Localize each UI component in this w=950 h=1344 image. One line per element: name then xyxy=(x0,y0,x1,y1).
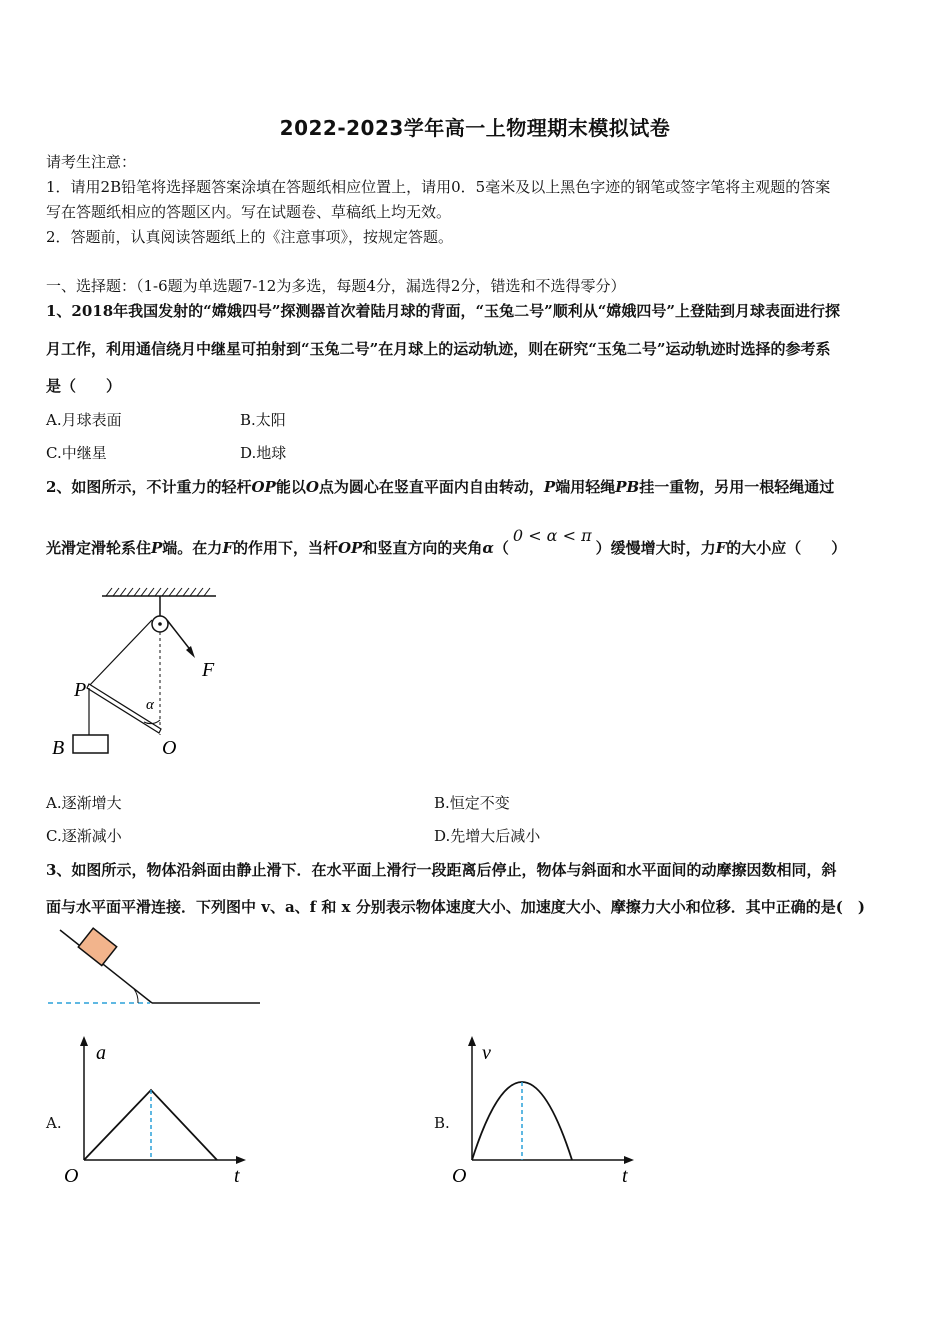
q2-option-d[interactable]: D.先增大后减小 xyxy=(434,827,541,845)
graph-a-y-label: a xyxy=(96,1042,106,1064)
q3-line-1: 3、如图所示，物体沿斜面由静止滑下．在水平面上滑行一段距离后停止，物体与斜面和水平面间的动摩擦因数相同，斜 xyxy=(46,861,837,879)
q2-line-1: 2、如图所示，不计重力的轻杆OP能以O点为圆心在竖直平面内自由转动，P端用轻绳PB挂一重物，另用一根轻绳通过 xyxy=(46,478,835,496)
q2-angle-range: 0 < α < π xyxy=(512,526,592,545)
weight-block-b xyxy=(73,735,108,753)
q1-option-b[interactable]: B.太阳 xyxy=(240,411,286,429)
label-force-f: F xyxy=(202,659,215,681)
q3-graph-a[interactable] xyxy=(60,1030,260,1190)
q3-option-a-label[interactable]: A. xyxy=(46,1114,62,1132)
label-origin-o: O xyxy=(162,737,177,759)
q3-graph-b[interactable] xyxy=(448,1030,648,1190)
graph-a-x-label: t xyxy=(234,1165,240,1187)
q1-line-1: 1、2018年我国发射的“嫦娥四号”探测器首次着陆月球的背面，“玉兔二号”顺利从“嫦娥四号”上登陆到月球表面进行探 xyxy=(46,302,840,320)
q2-line-2: 光滑定滑轮系住P端。在力F的作用下，当杆OP和竖直方向的夹角α（0 < α < π）缓慢增大时，力F的大小应（ ） xyxy=(46,526,847,557)
q1-option-d[interactable]: D.地球 xyxy=(240,444,287,462)
q1-option-a[interactable]: A.月球表面 xyxy=(46,411,122,429)
label-angle-alpha: α xyxy=(146,697,154,713)
q2-pulley-figure xyxy=(40,580,240,760)
q1-line-3: 是（ ） xyxy=(46,377,122,395)
label-block-b: B xyxy=(52,737,65,759)
q3-line-2: 面与水平面平滑连接．下列图中 v、a、f 和 x 分别表示物体速度大小、加速度大小、摩擦力大小和位移．其中正确的是( ) xyxy=(46,898,865,916)
graph-b-origin: O xyxy=(452,1165,467,1187)
q1-option-c[interactable]: C.中继星 xyxy=(46,444,107,462)
q3-incline-figure xyxy=(40,920,270,1012)
q2-option-a[interactable]: A.逐渐增大 xyxy=(46,794,122,812)
section-heading: 一、选择题：（1-6题为单选题7-12为多选，每题4分，漏选得2分，错选和不选得零分） xyxy=(46,277,626,295)
q2-option-b[interactable]: B.恒定不变 xyxy=(434,794,510,812)
notice-line-3: 2．答题前，认真阅读答题纸上的《注意事项》，按规定答题。 xyxy=(46,228,454,246)
page-title: 2022-2023学年高一上物理期末模拟试卷 xyxy=(279,116,671,140)
sliding-block xyxy=(78,928,116,965)
graph-b-x-label: t xyxy=(622,1165,628,1187)
q1-line-2: 月工作，利用通信绕月中继星可拍射到“玉兔二号”在月球上的运动轨迹，则在研究“玉兔二号”运动轨迹时选择的参考系 xyxy=(46,340,831,358)
graph-a-origin: O xyxy=(64,1165,79,1187)
q3-option-b-label[interactable]: B. xyxy=(434,1114,450,1132)
notice-line-1: 1．请用2B铅笔将选择题答案涂填在答题纸相应位置上，请用0．5毫米及以上黑色字迹的钢笔或签字笔将主观题的答案 xyxy=(46,178,831,196)
notice-line-2: 写在答题纸相应的答题区内。写在试题卷、草稿纸上均无效。 xyxy=(46,203,452,221)
q2-option-c[interactable]: C.逐渐减小 xyxy=(46,827,122,845)
graph-b-y-label: v xyxy=(482,1042,491,1064)
notice-heading: 请考生注意： xyxy=(46,153,137,171)
label-point-p: P xyxy=(74,679,87,701)
